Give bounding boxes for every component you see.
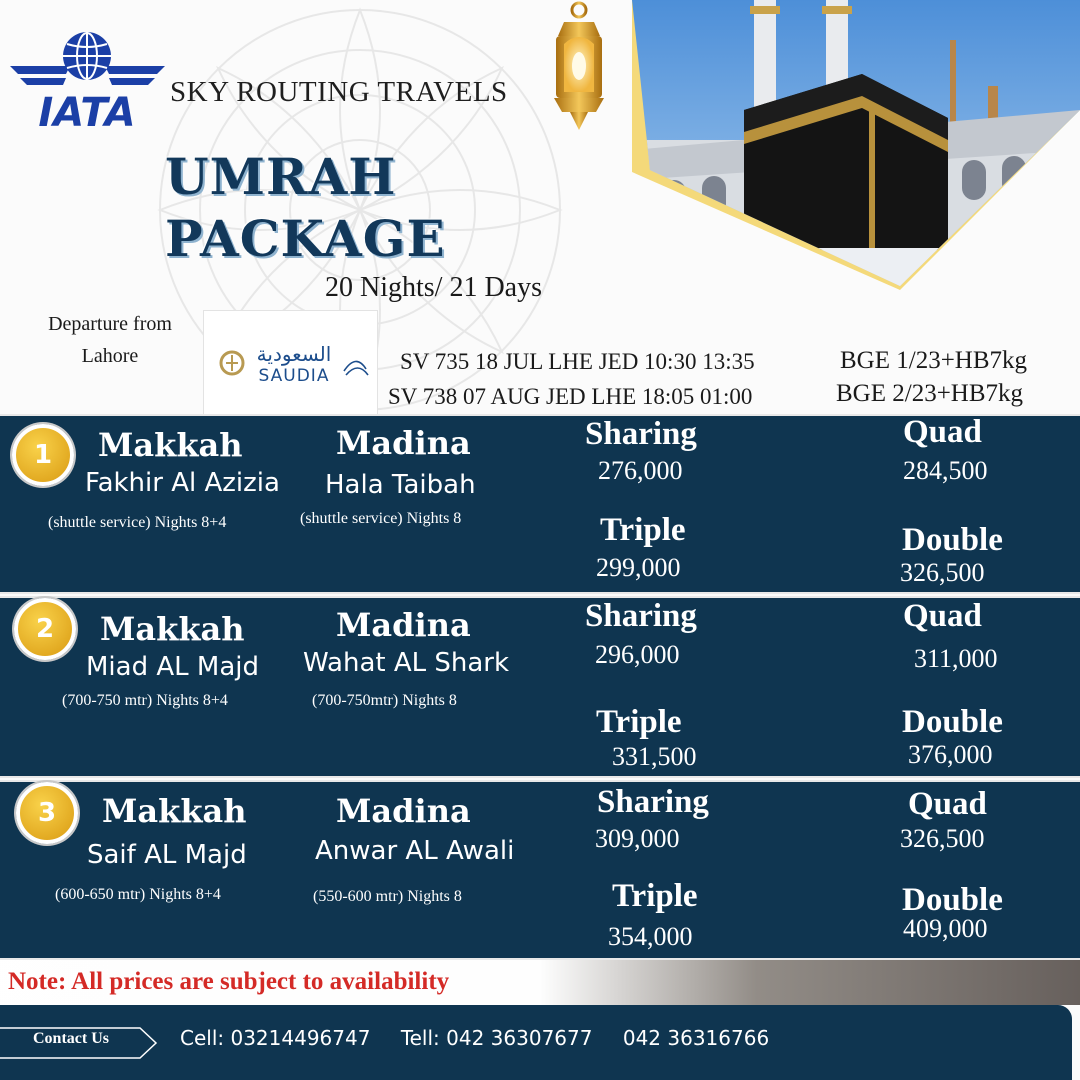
makkah-hotel: Saif AL Majd	[87, 840, 247, 870]
tel-number-2[interactable]: 042 36316766	[622, 1026, 770, 1050]
double-price: 326,500	[900, 558, 985, 587]
departure-label: Departure from	[48, 313, 172, 335]
quad-label: Quad	[903, 414, 982, 450]
sharing-price: 276,000	[598, 456, 683, 485]
lantern-icon	[548, 0, 610, 132]
package-card	[0, 414, 1080, 594]
madina-details: (shuttle service) Nights 8	[300, 510, 462, 527]
makkah-label: Makkah	[100, 610, 245, 648]
package-number-badge: 3	[16, 782, 78, 844]
departure-city	[20, 308, 200, 372]
makkah-hotel: Miad AL Majd	[86, 652, 259, 682]
madina-hotel: Anwar AL Awali	[315, 836, 515, 866]
kaaba-photo	[632, 0, 1080, 290]
double-label: Double	[902, 522, 1003, 558]
makkah-label: Makkah	[98, 426, 243, 464]
cell-number[interactable]: Cell: 03214496747	[180, 1026, 371, 1050]
sharing-label: Sharing	[585, 416, 697, 452]
makkah-label: Makkah	[102, 792, 247, 830]
madina-details: (700-750mtr) Nights 8	[312, 692, 457, 709]
package-duration: 20 Nights/ 21 Days	[325, 272, 542, 303]
madina-label: Madina	[336, 424, 471, 462]
package-number-badge: 2	[14, 598, 76, 660]
madina-hotel: Hala Taibah	[325, 470, 476, 500]
madina-label: Madina	[336, 606, 471, 644]
tel-number-1[interactable]: Tell: 042 36307677	[400, 1026, 593, 1050]
quad-price: 326,500	[900, 824, 985, 853]
baggage-allowance	[836, 344, 1027, 410]
quad-label: Quad	[903, 598, 982, 634]
package-number-badge: 1	[12, 424, 74, 486]
svg-text:السعودية: السعودية	[256, 342, 332, 366]
package-title	[165, 146, 446, 270]
quad-label: Quad	[908, 786, 987, 822]
double-price: 409,000	[903, 914, 988, 943]
triple-price: 299,000	[596, 553, 681, 582]
triple-price: 354,000	[608, 922, 693, 951]
contact-numbers	[180, 1026, 793, 1050]
sharing-price: 309,000	[595, 824, 680, 853]
madina-hotel: Wahat AL Shark	[303, 648, 510, 678]
triple-label: Triple	[612, 878, 698, 914]
title-line-1: UMRAH	[165, 147, 397, 206]
double-price: 376,000	[908, 740, 993, 769]
triple-label: Triple	[596, 704, 682, 740]
double-label: Double	[902, 882, 1003, 918]
svg-text:IATA: IATA	[38, 90, 136, 133]
departure-city-name: Lahore	[81, 345, 139, 367]
makkah-details: (700-750 mtr) Nights 8+4	[62, 692, 228, 709]
sharing-price: 296,000	[595, 640, 680, 669]
flight-outbound: SV 735 18 JUL LHE JED 10:30 13:35	[400, 349, 755, 374]
triple-label: Triple	[600, 512, 686, 548]
flight-schedule	[388, 344, 755, 414]
madina-details: (550-600 mtr) Nights 8	[313, 888, 462, 905]
package-card	[0, 780, 1080, 960]
title-line-2: PACKAGE	[165, 209, 446, 268]
package-card	[0, 596, 1080, 778]
availability-note: Note: All prices are subject to availability	[8, 968, 450, 995]
quad-price: 284,500	[903, 456, 988, 485]
quad-price: 311,000	[914, 644, 998, 673]
makkah-hotel: Fakhir Al Azizia	[85, 468, 280, 498]
makkah-details: (shuttle service) Nights 8+4	[48, 514, 227, 531]
saudia-logo	[203, 310, 378, 418]
agency-name: SKY ROUTING TRAVELS	[170, 76, 508, 108]
saudia-emblem-icon	[204, 311, 379, 419]
sharing-label: Sharing	[597, 784, 709, 820]
iata-logo	[10, 28, 165, 133]
sharing-label: Sharing	[585, 598, 697, 634]
makkah-details: (600-650 mtr) Nights 8+4	[55, 886, 221, 903]
flight-return: SV 738 07 AUG JED LHE 18:05 01:00	[388, 384, 753, 409]
madina-label: Madina	[336, 792, 471, 830]
svg-text:SAUDIA: SAUDIA	[258, 366, 330, 386]
baggage-return: BGE 2/23+HB7kg	[836, 380, 1024, 407]
contact-us-label: Contact Us	[33, 1030, 109, 1047]
triple-price: 331,500	[612, 742, 697, 771]
double-label: Double	[902, 704, 1003, 740]
baggage-outbound: BGE 1/23+HB7kg	[840, 347, 1028, 374]
